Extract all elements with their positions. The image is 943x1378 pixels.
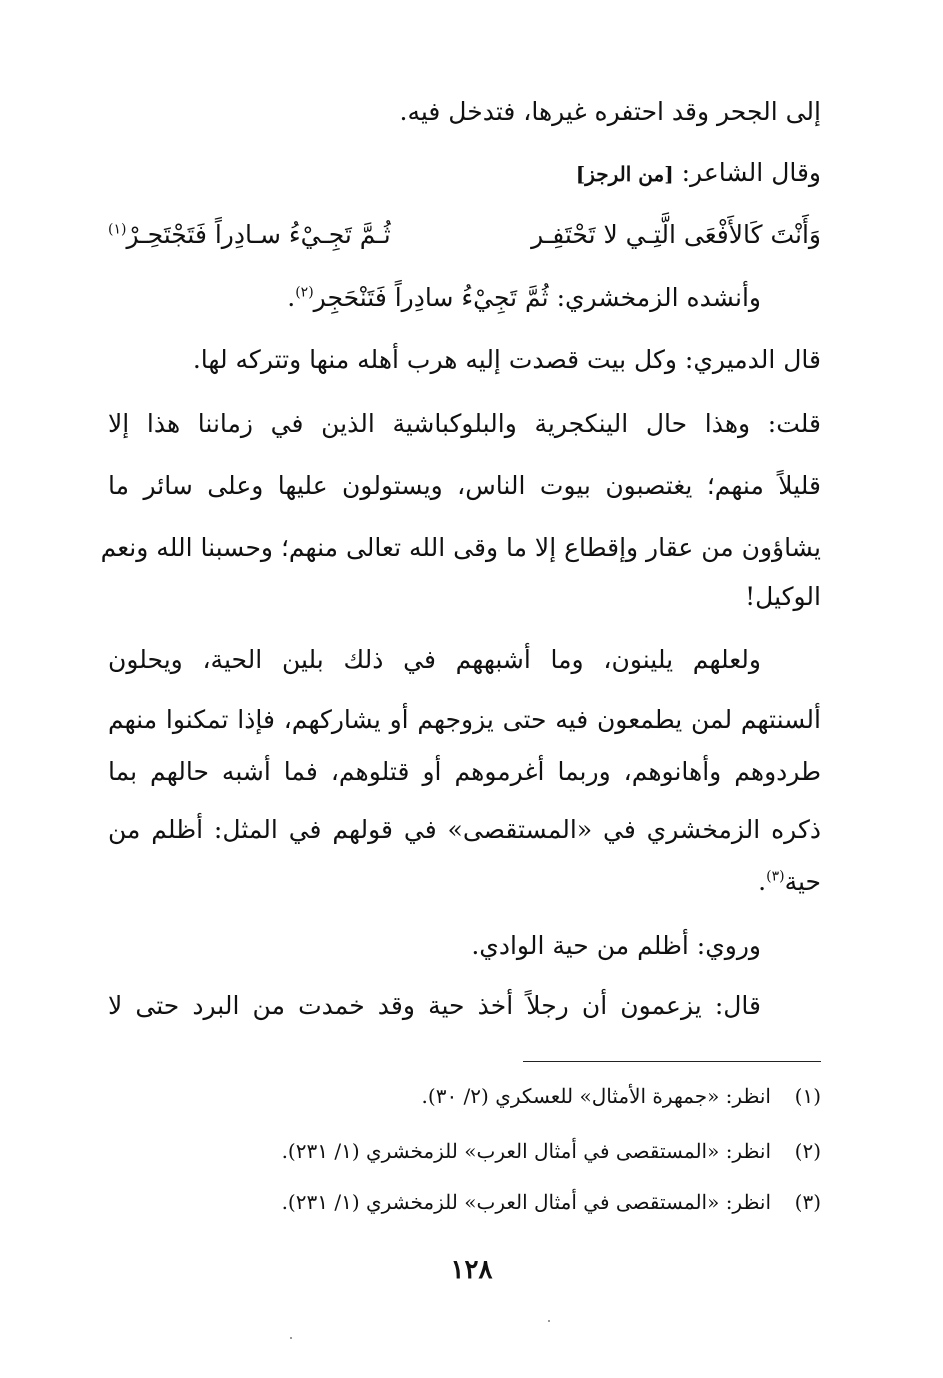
para1-line-3: يشاؤون من عقار وإقطاع إلا ما وقى الله تعالى منهم؛ وحسبنا الله ونعم bbox=[100, 533, 821, 562]
footnote-1 bbox=[422, 1080, 821, 1112]
para2-line-5-text: حية bbox=[784, 867, 821, 896]
poet-intro-line bbox=[576, 153, 821, 194]
footnote-2 bbox=[282, 1135, 821, 1167]
footnote-3 bbox=[282, 1186, 821, 1218]
text-line-1: إلى الجحر وقد احتفره غيرها، فتدخل فيه. bbox=[399, 97, 821, 126]
rowi-line: وروي: أظلم من حية الوادي. bbox=[471, 931, 761, 960]
para2-line-5 bbox=[758, 862, 821, 902]
scan-speck bbox=[548, 1320, 550, 1322]
verse-second-hemistich bbox=[108, 212, 391, 258]
zamakhshari-text: وأنشده الزمخشري: ثُمَّ تَجِيْءُ سادِراً فَتَنْحَجِر bbox=[313, 283, 761, 312]
footnote-ref-2: (٢) bbox=[295, 284, 314, 301]
para2-line-4: ذكره الزمخشري في «المستقصى» في قولهم في المثل: أظلم من bbox=[108, 815, 821, 844]
footnote-ref-1: (١) bbox=[108, 221, 127, 238]
verse-line bbox=[108, 212, 821, 258]
footnote-1-number: (١) bbox=[794, 1084, 821, 1108]
zamakhshari-end: . bbox=[287, 283, 296, 312]
scan-speck bbox=[290, 1337, 292, 1339]
last-body-line: قال: يزعمون أن رجلاً أخذ حية وقد خمدت من البرد حتى لا bbox=[108, 991, 761, 1020]
zamakhshari-line bbox=[287, 278, 761, 318]
verse-second-text: ثُـمَّ تَجِـيْءُ سـادِراً فَتَجْتَحِـرْ bbox=[126, 220, 391, 249]
poet-intro-text: وقال الشاعر: bbox=[681, 158, 821, 187]
footnote-2-number: (٢) bbox=[794, 1139, 821, 1163]
verse-first-hemistich: وَأَنْتَ كَالأَفْعَى الَّتِـي لا تَحْتَفِـر bbox=[531, 220, 821, 249]
para1-line-2: قليلاً منهم؛ يغتصبون بيوت الناس، ويستولون عليها وعلى سائر ما bbox=[108, 471, 821, 500]
para2-line-2: ألسنتهم لمن يطمعون فيه حتى يزوجهم أو يشاركهم، فإذا تمكنوا منهم bbox=[108, 705, 821, 734]
para1-line-4: الوكيل! bbox=[745, 582, 821, 611]
footnote-3-number: (٣) bbox=[794, 1190, 821, 1214]
para2-line-5-end: . bbox=[758, 867, 767, 896]
footnote-1-text: انظر: «جمهرة الأمثال» للعسكري (٢/ ٣٠). bbox=[421, 1084, 771, 1108]
para1-line-1: قلت: وهذا حال الينكجرية والبلوكباشية الذين في زماننا هذا إلا bbox=[108, 409, 821, 438]
footnote-ref-3: (٣) bbox=[766, 868, 785, 885]
footnote-separator bbox=[523, 1061, 821, 1062]
para2-line-3: طردوهم وأهانوهم، وربما أغرموهم أو قتلوهم، فما أشبه حالهم بما bbox=[108, 757, 821, 786]
footnote-2-text: انظر: «المستقصى في أمثال العرب» للزمخشري (١/ ٢٣١). bbox=[281, 1139, 771, 1163]
para2-line-1: ولعلهم يلينون، وما أشبههم في ذلك بلين الحية، ويحلون bbox=[108, 645, 761, 674]
page-number: ١٢٨ bbox=[450, 1255, 493, 1285]
footnote-3-text: انظر: «المستقصى في أمثال العرب» للزمخشري (١/ ٢٣١). bbox=[281, 1190, 771, 1214]
damiri-line: قال الدميري: وكل بيت قصدت إليه هرب أهله منها وتتركه لها. bbox=[192, 345, 821, 374]
meter-label: [من الرجز] bbox=[575, 162, 674, 186]
